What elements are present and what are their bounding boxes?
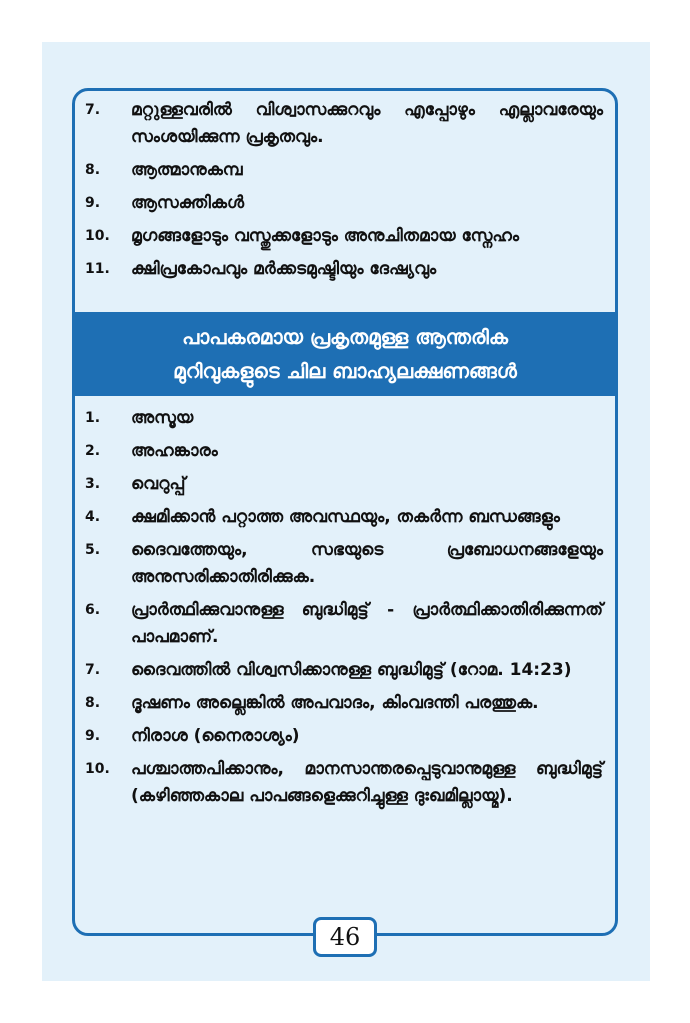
symptom-list xyxy=(85,405,603,816)
item-number: 7. xyxy=(85,102,101,118)
item-number: 4. xyxy=(85,509,101,525)
symptom-list-continued xyxy=(85,97,603,289)
item-text: ദൈവത്തിൽ വിശ്വസിക്കാനുള്ള ബുദ്ധിമുട്ട് (റോമ. 14:23) xyxy=(131,660,572,680)
item-number: 8. xyxy=(85,695,101,711)
item-text: നിരാശ (നൈരാശ്യം) xyxy=(131,726,300,746)
item-number: 9. xyxy=(85,728,101,744)
section-heading-line-1: പാപകരമായ പ്രകൃതമുള്ള ആന്തരിക xyxy=(182,325,508,349)
list-item xyxy=(85,537,603,591)
item-text: അഹങ്കാരം xyxy=(131,441,218,461)
page-number: 46 xyxy=(313,917,377,957)
item-number: 3. xyxy=(85,476,101,492)
item-number: 5. xyxy=(85,542,101,558)
item-text: മൃഗങ്ങളോടും വസ്തുക്കളോടും അനുചിതമായ സ്നേഹം xyxy=(131,226,520,246)
list-item xyxy=(85,597,603,651)
item-text: ക്ഷിപ്രകോപവും മർക്കടമുഷ്ടിയും ദേഷ്യവും xyxy=(131,259,437,279)
item-number: 11. xyxy=(85,261,110,277)
item-text: ക്ഷമിക്കാൻ പറ്റാത്ത അവസ്ഥയും, തകർന്ന ബന്ധങ്ങളും xyxy=(131,507,560,527)
item-text: ദൂഷണം അല്ലെങ്കിൽ അപവാദം, കിംവദന്തി പരത്തുക. xyxy=(131,693,539,713)
item-text: മറ്റുള്ളവരിൽ വിശ്വാസക്കുറവും എപ്പോഴും എല്ലാവരേയും സംശയിക്കുന്ന പ്രകൃതവും. xyxy=(131,100,603,147)
item-text: പ്രാർത്ഥിക്കുവാനുള്ള ബുദ്ധിമുട്ട് - പ്രാർത്ഥിക്കാതിരിക്കുന്നത് പാപമാണ്. xyxy=(131,600,603,647)
list-item xyxy=(85,504,603,531)
list-item xyxy=(85,657,603,684)
item-number: 10. xyxy=(85,761,110,777)
item-text: പശ്ചാത്തപിക്കാനും, മാനസാന്തരപ്പെടുവാനുമുള്ള ബുദ്ധിമുട്ട് (കഴിഞ്ഞകാല പാപങ്ങളെക്കുറിച്ചുള്ള ദുഃഖമില്ലായ്മ). xyxy=(131,759,603,806)
list-item xyxy=(85,190,603,217)
item-text: ദൈവത്തേയും, സഭയുടെ പ്രബോധനങ്ങളേയും അനുസരിക്കാതിരിക്കുക. xyxy=(131,540,603,587)
list-item xyxy=(85,756,603,810)
item-number: 9. xyxy=(85,195,101,211)
section-heading xyxy=(72,312,618,396)
list-item xyxy=(85,97,603,151)
list-item xyxy=(85,723,603,750)
item-number: 8. xyxy=(85,162,101,178)
list-item xyxy=(85,223,603,250)
item-number: 1. xyxy=(85,410,101,426)
item-number: 10. xyxy=(85,228,110,244)
content-frame xyxy=(72,88,618,936)
item-text: ആത്മാനുകമ്പ xyxy=(131,160,243,180)
section-heading-line-2: മുറിവുകളുടെ ചില ബാഹ്യലക്ഷണങ്ങൾ xyxy=(173,359,517,383)
list-item xyxy=(85,157,603,184)
item-text: അസൂയ xyxy=(131,408,194,428)
list-item xyxy=(85,438,603,465)
list-item xyxy=(85,471,603,498)
item-text: ആസക്തികൾ xyxy=(131,193,245,213)
list-item xyxy=(85,690,603,717)
item-number: 7. xyxy=(85,662,101,678)
item-number: 6. xyxy=(85,602,101,618)
list-item xyxy=(85,405,603,432)
item-number: 2. xyxy=(85,443,101,459)
item-text: വെറുപ്പ് xyxy=(131,474,186,494)
list-item xyxy=(85,256,603,283)
